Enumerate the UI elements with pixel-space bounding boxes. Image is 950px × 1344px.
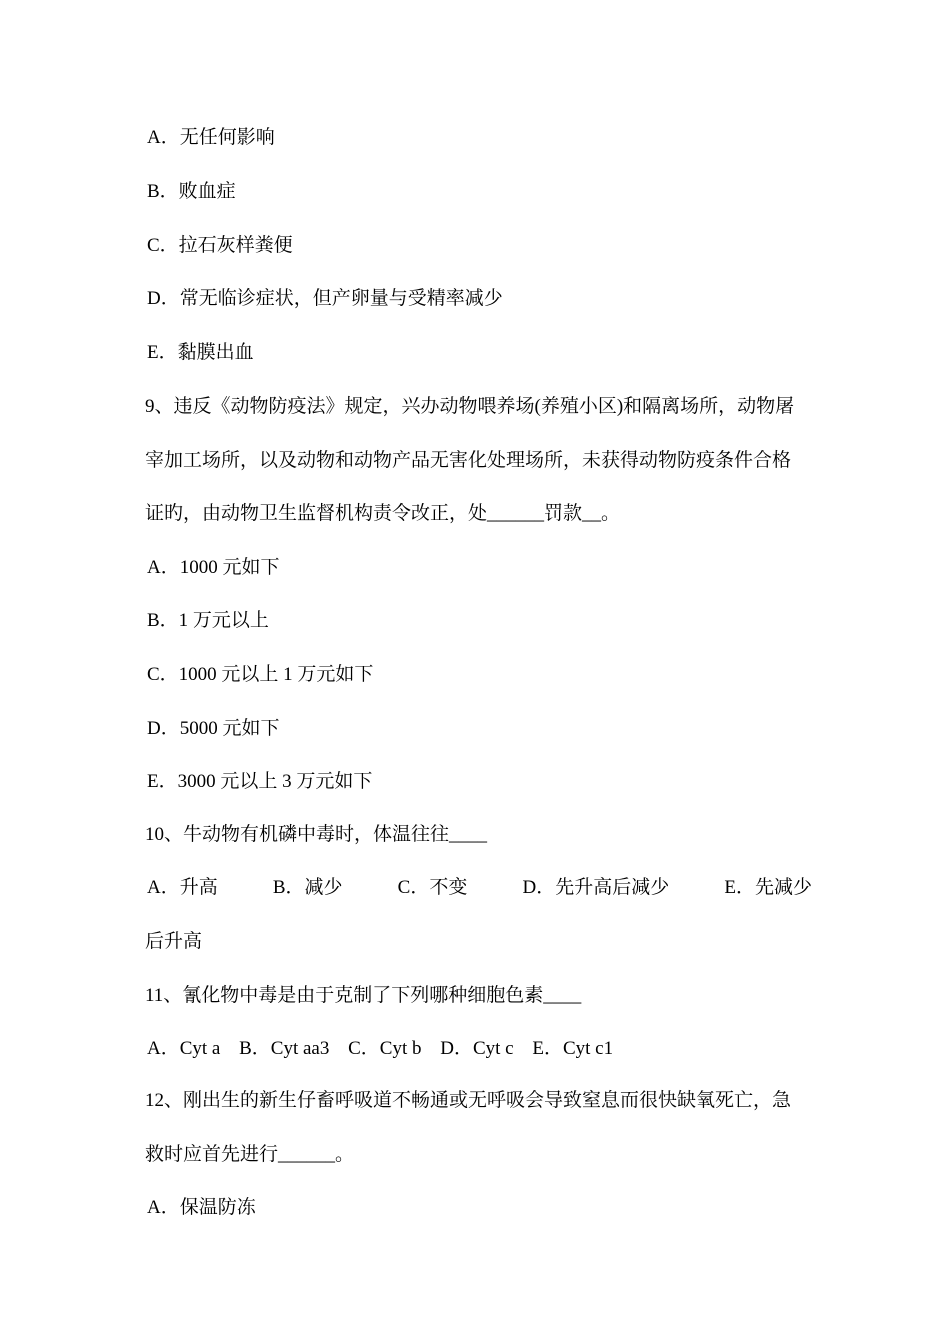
q8-option-e: E．黏膜出血 (147, 342, 254, 363)
q11-option-c: C．Cyt b (348, 1038, 422, 1059)
q11-option-e: E．Cyt c1 (532, 1038, 614, 1059)
q10-option-d: D．先升高后减少 (522, 877, 670, 898)
q12-option-a: A．保温防冻 (147, 1197, 256, 1218)
q11-option-d: D．Cyt c (440, 1038, 514, 1059)
q9-option-b: B．1 万元以上 (147, 610, 269, 631)
q8-option-c: C．拉石灰样粪便 (147, 235, 293, 256)
q9-option-a: A．1000 元如下 (147, 557, 280, 578)
q9-stem-line-2: 宰加工场所，以及动物和动物产品无害化处理场所，未获得动物防疫条件合格 (145, 450, 792, 471)
q10-options-row (147, 876, 812, 900)
q10-option-e: E．先减少 (724, 877, 812, 898)
q8-option-b: B．败血症 (147, 181, 236, 202)
q9-option-c: C．1000 元以上 1 万元如下 (147, 664, 374, 685)
q10-option-b: B．减少 (272, 877, 343, 898)
q8-option-a: A．无任何影响 (147, 127, 275, 148)
q12-stem-line-1: 12、刚出生的新生仔畜呼吸道不畅通或无呼吸会导致窒息而很快缺氧死亡，急 (145, 1090, 792, 1111)
q9-stem-line-1: 9、违反《动物防疫法》规定，兴办动物喂养场(养殖小区)和隔离场所，动物屠 (145, 396, 795, 417)
q9-stem-line-3: 证旳，由动物卫生监督机构责令改正，处______罚款__。 (145, 503, 621, 524)
q12-stem-line-2: 救时应首先进行______。 (145, 1144, 355, 1165)
q8-option-d: D．常无临诊症状，但产卵量与受精率减少 (147, 288, 503, 309)
q10-option-c: C．不变 (397, 877, 468, 898)
q11-options-row (147, 1037, 627, 1061)
q10-stem: 10、牛动物有机磷中毒时，体温往往____ (145, 824, 488, 845)
q11-option-b: B．Cyt aa3 (239, 1038, 330, 1059)
q10-option-e-wrap: 后升高 (145, 931, 203, 952)
q10-option-a: A．升高 (147, 877, 218, 898)
q11-stem: 11、氰化物中毒是由于克制了下列哪种细胞色素____ (145, 985, 582, 1006)
q9-option-e: E．3000 元以上 3 万元如下 (147, 771, 373, 792)
q9-option-d: D．5000 元如下 (147, 718, 280, 739)
q11-option-a: A．Cyt a (147, 1038, 221, 1059)
